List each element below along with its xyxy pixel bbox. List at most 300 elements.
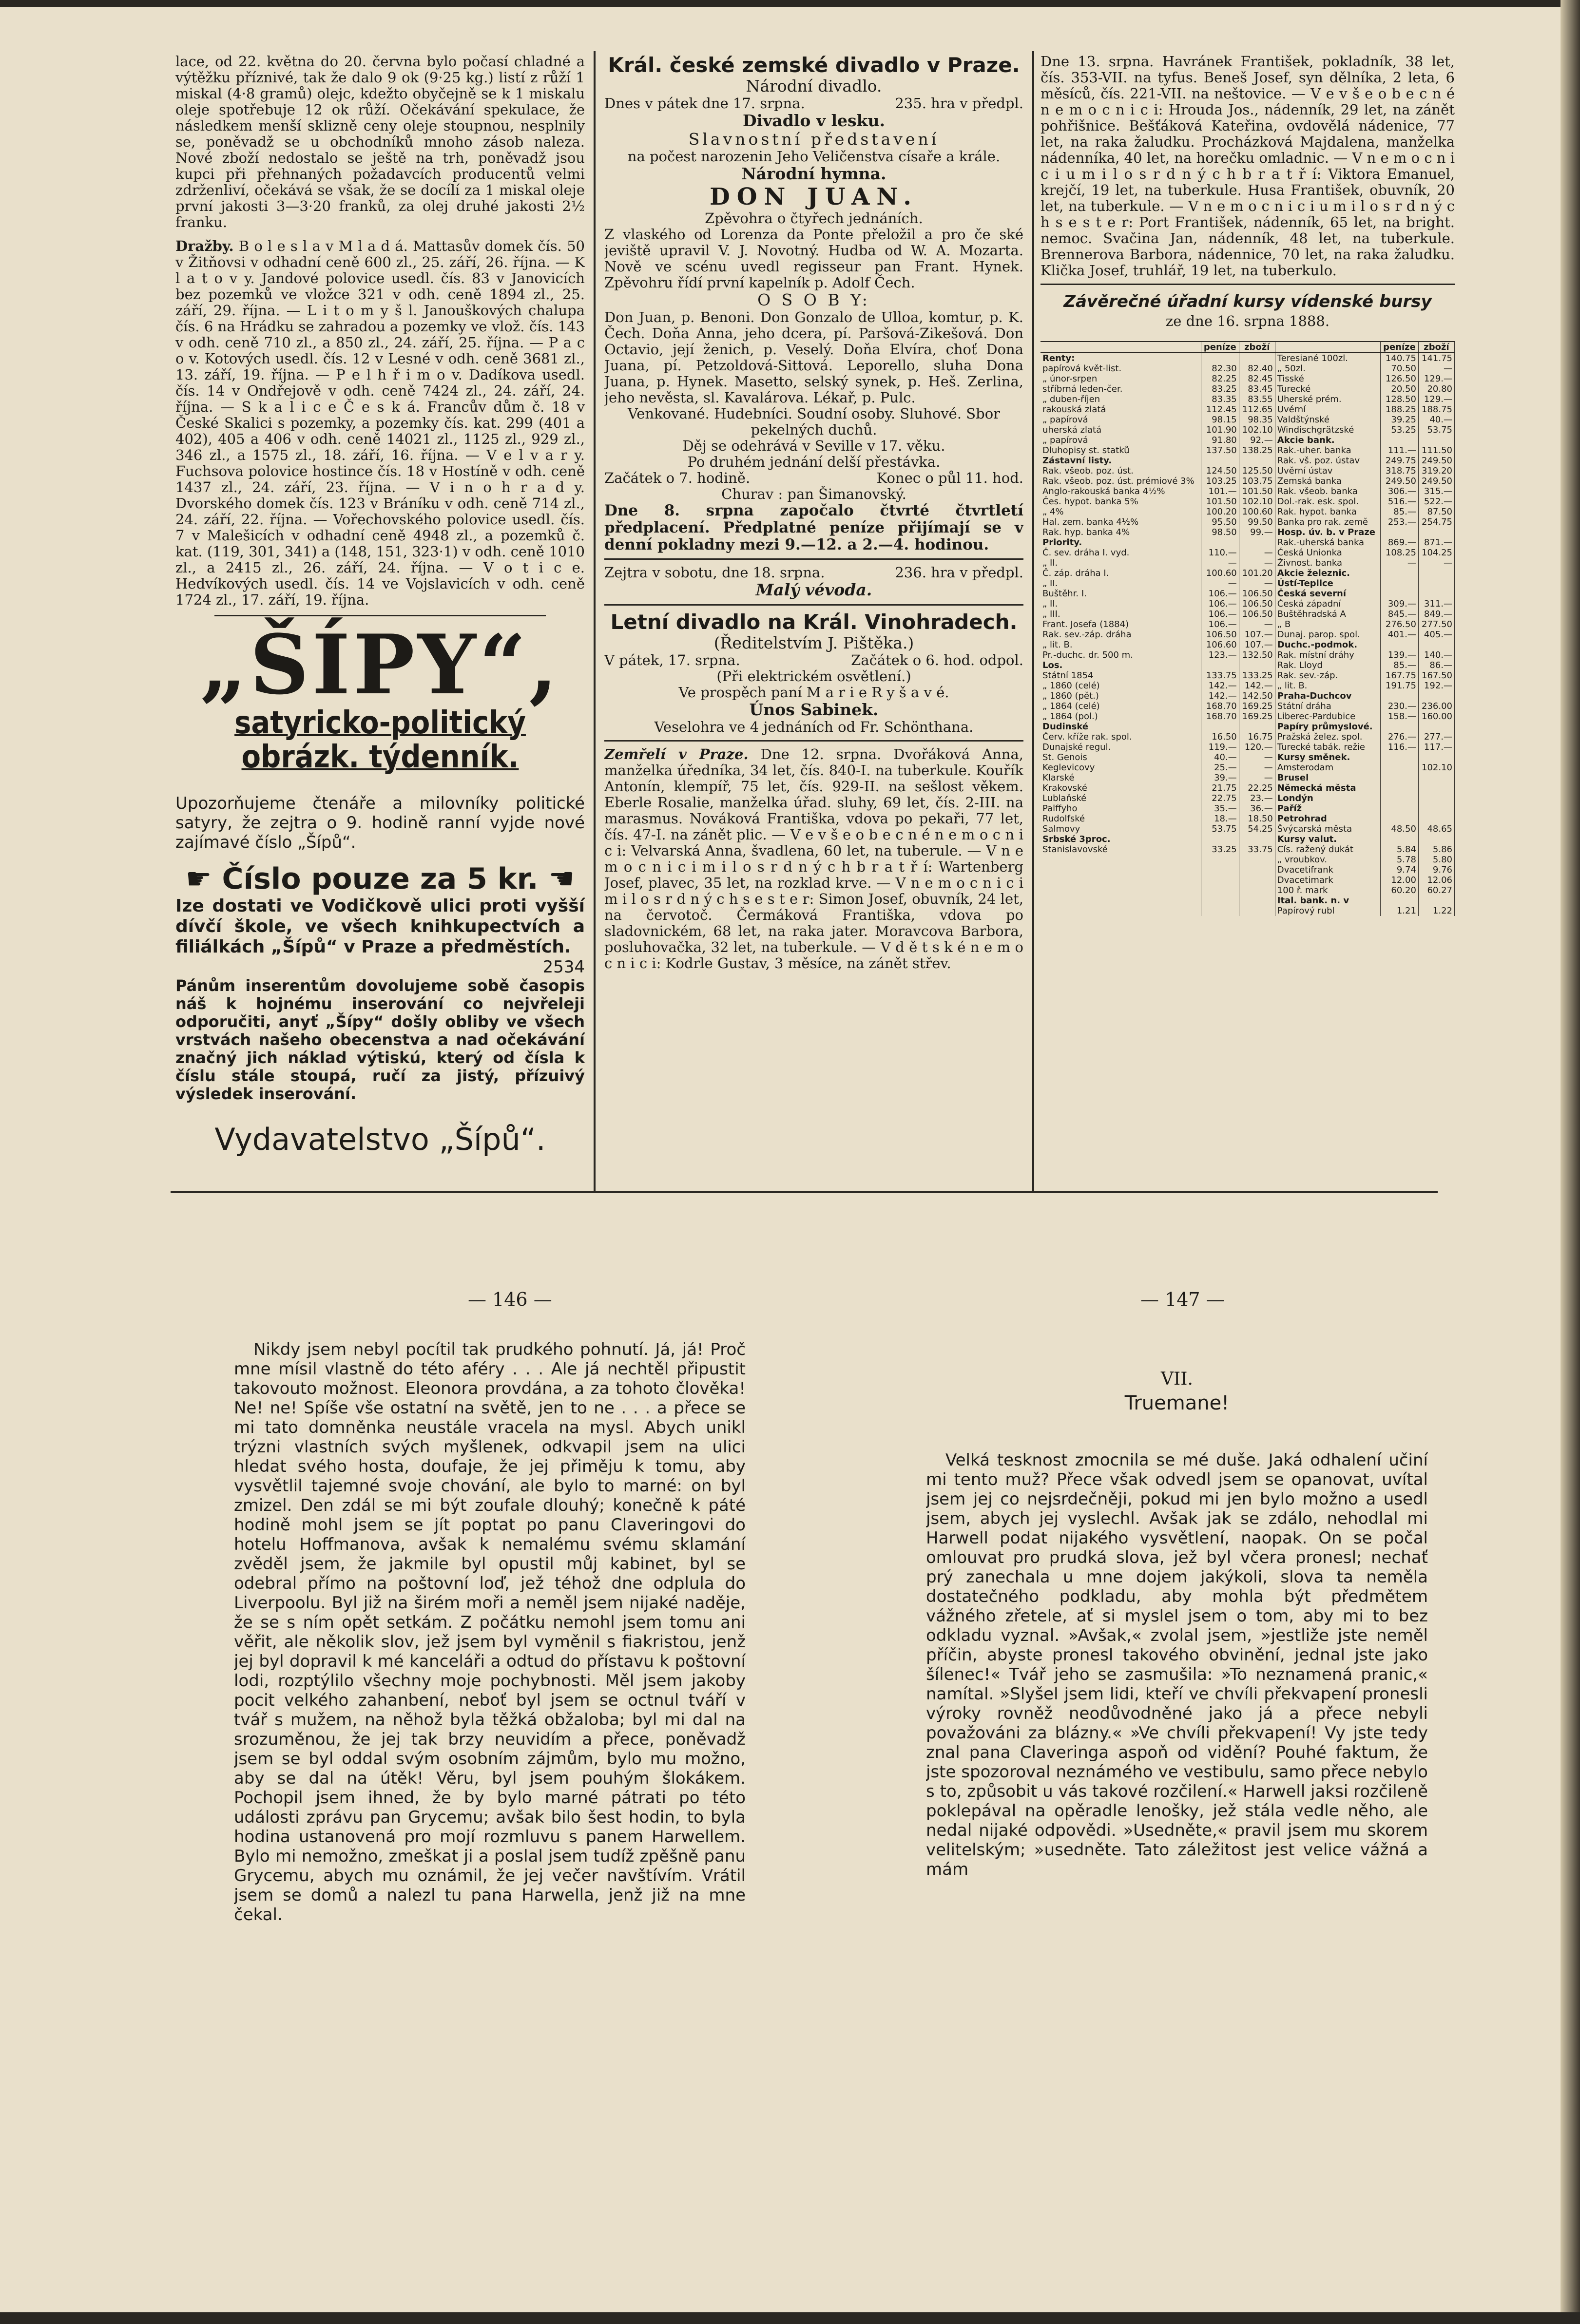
bourse-cell: uherská zlatá [1040, 425, 1201, 435]
bourse-cell: Č. záp. dráha I. [1040, 568, 1201, 578]
bourse-row [1040, 425, 1455, 435]
bourse-cell: 91.80 [1201, 435, 1239, 445]
bourse-cell: 60.20 [1380, 885, 1418, 895]
bourse-cell: 106.50 [1201, 629, 1239, 640]
churav: Churav : pan Šimanovský. [721, 486, 906, 502]
bourse-cell: Keglevicovy [1040, 762, 1201, 773]
bourse-cell: 9.76 [1418, 865, 1454, 875]
bourse-cell: Papírový rubl [1275, 906, 1380, 916]
bourse-cell: Ústí-Teplice [1275, 578, 1380, 589]
bourse-row [1040, 885, 1455, 895]
deaths-13: Dne 13. srpna. Havránek František, pokladník, 38 let, čís. 353-VII. na tyfus. Beneš Josef, syn dělníka, 2 leta, 6 měsíců, čís. 221-VII. na neštovice. — V e v š e o b e c n é n e m o c n i c i: Hrouda Jos., nádenník, 29 let, na zánět pohřišnice. Bešťáková Kateřina, ovdovělá nádenice, 77 let, na raka žaludku. Procházková Majdalena, manželka nádenníka, 40 let, na horečku omladnic. — V n e m o c n i c i u m i l o s r d n ý c h b r a t ř í: Viktora Emanuel, krejčí, 19 let, na tuberkule. Husa František, obuvník, 20 let, na tuberkule. — V n e m o c n i c i u m i l o s r d n ý c h s e s t e r: Port František, nádenník, 65 let, na bright. nemoc. Svačina Jan, nádenník, 48 let, na tuberkule. Brennerova Barbora, nádennice, 70 let, na raka žaludku. Klička Josef, truhlář, 19 let, na tuberkulo. [1040, 54, 1455, 279]
bourse-cell: 516.— [1380, 496, 1418, 507]
zemreli-text: Dne 12. srpna. Dvořáková Anna, manželka úředníka, 34 let, čís. 840-I. na tuberkule. Kouřík Antonín, klempíř, 75 let, čís. 929-II. na sešlost věkem. Eberle Rosalie, manželka úřad. sluhy, 69 let, čís. 2-III. na marasmus. Nováková Františka, vdova po pekaři, 77 let, čís. 47-I. na zánět plic. — V e v š e o b e c n é n e m o c n i c i: Velvarská Anna, švadlena, 60 let, na tuberule. — V n e m o c n i c i m i l o s r d n ý c h b r a t ř í: Wartenberg Josef, plavec, 35 let, na rozklad krve. — V n e m o c n i c i m i l o s r d n ý c h s e s t e r: Simon Josef, obuvník, 24 let, na červotoč. Čermáková Františka, vdova po sladovnickém, 68 let, na raka jater. Moravcova Barbora, posluhovačka, 32 let, na tuberkule. — V d ě t s k é n e m o c n i c i: Kodrle Gustav, 3 měsíce, na zánět střev. [604, 746, 1023, 972]
bourse-cell: Rak. sev.-záp. [1275, 670, 1380, 681]
bourse-cell: 315.— [1418, 486, 1454, 496]
bourse-cell: 20.50 [1380, 384, 1418, 394]
bourse-row [1040, 507, 1455, 517]
dej: Děj se odehrává v Seville v 17. věku. [682, 438, 945, 454]
slavnost: Slavnostní představení [688, 130, 940, 149]
bourse-cell: 140.75 [1380, 353, 1418, 363]
bourse-cell [1380, 762, 1418, 773]
bourse-cell: Dvacetimark [1275, 875, 1380, 885]
bourse-cell: 102.10 [1239, 425, 1275, 435]
bourse-cell: 1.22 [1418, 906, 1454, 916]
bourse-cell: Dunaj. parop. spol. [1275, 629, 1380, 640]
bourse-cell: 112.45 [1201, 404, 1239, 415]
bourse-cell [1201, 855, 1239, 865]
bourse-cell: 100 ř. mark [1275, 885, 1380, 895]
ad-where: Ize dostati ve Vodičkově ulici proti vyšší dívčí škole, ve všech knihkupectvích a filiálkách „Šípů“ v Praze a předměstích. [175, 896, 585, 957]
bourse-cell: 132.50 [1239, 650, 1275, 660]
bourse-cell: — [1239, 558, 1275, 568]
bourse-cell: papírová květ-list. [1040, 363, 1201, 374]
zemreli-title: Zemřelí v Praze. [604, 746, 749, 762]
bourse-cell: Brusel [1275, 773, 1380, 783]
bourse-row [1040, 834, 1455, 844]
bourse-cell: Rak.-uher. banka [1275, 445, 1380, 456]
bourse-row [1040, 650, 1455, 660]
bourse-cell [1201, 906, 1239, 916]
bourse-cell: — [1239, 619, 1275, 629]
bourse-cell: 253.— [1380, 517, 1418, 527]
bourse-cell: 35.— [1201, 803, 1239, 814]
bourse-cell: 129.— [1418, 394, 1454, 404]
bourse-cell: rakouská zlatá [1040, 404, 1201, 415]
bourse-cell: Rudolfské [1040, 814, 1201, 824]
bourse-cell: Los. [1040, 660, 1201, 670]
bourse-date: ze dne 16. srpna 1888. [1165, 313, 1330, 329]
bourse-cell: „ papírová [1040, 415, 1201, 425]
bourse-cell: 106.50 [1239, 609, 1275, 619]
bourse-cell: 99.50 [1239, 517, 1275, 527]
bourse-cell: 119.— [1201, 742, 1239, 752]
bourse-cell: 83.45 [1239, 384, 1275, 394]
bourse-cell: 110.— [1201, 548, 1239, 558]
bourse-cell [1239, 906, 1275, 916]
bourse-row [1040, 681, 1455, 691]
bourse-row [1040, 752, 1455, 762]
bourse-cell: „ lit. B. [1275, 681, 1380, 691]
bourse-cell: 123.— [1201, 650, 1239, 660]
bourse-row [1040, 670, 1455, 681]
bourse-cell: Rak. vš. poz. ústav [1275, 456, 1380, 466]
bourse-cell: Valdštýnské [1275, 415, 1380, 425]
bourse-row [1040, 496, 1455, 507]
bourse-cell: 5.78 [1380, 855, 1418, 865]
zacatek: Začátek o 7. hodině. [604, 470, 751, 486]
bourse-cell: Uvěrní ústav [1275, 466, 1380, 476]
bourse-cell: „ II. [1040, 558, 1201, 568]
bourse-row [1040, 599, 1455, 609]
bourse-table [1040, 341, 1455, 916]
bourse-cell [1239, 660, 1275, 670]
bourse-row [1040, 486, 1455, 496]
bourse-row [1040, 762, 1455, 773]
bourse-cell: 104.25 [1418, 548, 1454, 558]
unos-desc: Veselohra ve 4 jednáních od Fr. Schönthana. [654, 719, 974, 735]
bourse-cell: Dudinské [1040, 722, 1201, 732]
bourse-cell: Windischgrätzské [1275, 425, 1380, 435]
bourse-cell [1418, 578, 1454, 589]
bourse-cell [1040, 885, 1201, 895]
bourse-cell: 168.70 [1201, 701, 1239, 711]
bourse-cell: 53.75 [1418, 425, 1454, 435]
bourse-cell: Salmovy [1040, 824, 1201, 834]
bourse-cell: „ vroubkov. [1275, 855, 1380, 865]
bourse-cell: 869.— [1380, 537, 1418, 548]
divider [604, 558, 1023, 560]
bourse-cell: Čes. hypot. banka 5% [1040, 496, 1201, 507]
bourse-cell: 106.50 [1239, 589, 1275, 599]
ad-title: „ŠÍPY“, [200, 616, 560, 713]
bourse-cell [1239, 875, 1275, 885]
bourse-cell: 138.25 [1239, 445, 1275, 456]
divider [1040, 284, 1455, 285]
bourse-cell: 158.— [1380, 711, 1418, 722]
bourse-cell: 53.75 [1201, 824, 1239, 834]
bourse-cell [1239, 885, 1275, 895]
bourse-cell: 22.75 [1201, 793, 1239, 803]
bourse-header-row [1040, 342, 1455, 353]
bourse-title: Závěrečné úřadní kursy vídenské bursy [1063, 292, 1432, 311]
bourse-cell [1418, 589, 1454, 599]
bourse-cell: 39.— [1201, 773, 1239, 783]
ad-notice: Upozorňujeme čtenáře a milovníky politické satyry, že zejtra o 9. hodině ranní vyjde nové zajímavé číslo „Šípů“. [175, 794, 585, 852]
bourse-cell: Paříž [1275, 803, 1380, 814]
page-edge [1561, 0, 1580, 2324]
time-row [604, 470, 1023, 486]
bourse-row [1040, 722, 1455, 732]
bourse-cell: 133.75 [1201, 670, 1239, 681]
bourse-cell [1201, 660, 1239, 670]
bourse-cell: 129.— [1418, 374, 1454, 384]
bourse-cell: 192.— [1418, 681, 1454, 691]
bourse-cell: 48.65 [1418, 824, 1454, 834]
bourse-row [1040, 445, 1455, 456]
bourse-cell [1418, 568, 1454, 578]
bourse-cell [1201, 865, 1239, 875]
date2-row [604, 652, 1023, 668]
bourse-cell: „ III. [1040, 609, 1201, 619]
bourse-row [1040, 384, 1455, 394]
bourse-cell: 9.74 [1380, 865, 1418, 875]
bourse-cell [1380, 527, 1418, 537]
bourse-cell: Živnost. banka [1275, 558, 1380, 568]
bourse-cell [1380, 814, 1418, 824]
bourse-header-cell: peníze [1380, 342, 1418, 353]
bourse-cell: 103.75 [1239, 476, 1275, 486]
bourse-cell: Londýn [1275, 793, 1380, 803]
bourse-cell: 16.50 [1201, 732, 1239, 742]
bourse-cell [1380, 722, 1418, 732]
bourse-row [1040, 865, 1455, 875]
bourse-cell [1418, 773, 1454, 783]
bourse-cell [1380, 578, 1418, 589]
bourse-cell: Turecké tabák. režie [1275, 742, 1380, 752]
bourse-cell: 87.50 [1418, 507, 1454, 517]
bourse-cell: Rak. místní dráhy [1275, 650, 1380, 660]
bourse-cell: Červ. kříže rak. spol. [1040, 732, 1201, 742]
bourse-cell: Petrohrad [1275, 814, 1380, 824]
ad-inserts: Pánům inserentům dovolujeme sobě časopis náš k hojnému inserování co nejvřeleji odporučiti, anyť „Šípy“ došly obliby ve všech vrstvách našeho obecenstva a nad očekávání značný jich náklad výtiskú, který od čísla k číslu stále stoupá, ručí za jistý, přízuivý výsledek inserování. [175, 976, 585, 1103]
bourse-cell: Rak. hyp. banka 4% [1040, 527, 1201, 537]
bourse-row [1040, 374, 1455, 384]
bourse-row [1040, 548, 1455, 558]
bourse-cell: „ 1864 (celé) [1040, 701, 1201, 711]
bourse-cell: 85.— [1380, 507, 1418, 517]
bourse-cell: 405.— [1418, 629, 1454, 640]
bourse-cell: 60.27 [1418, 885, 1454, 895]
drazby-text: B o l e s l a v M l a d á. Mattasův domek čís. 50 v Žitňovsi v odhadní ceně 600 zl., 25. září, 26. října. — K l a t o v y. Jandové polovice usedl. čís. 83 v Janovicích bez pozemků ve vložce 321 v odh. ceně 1894 zl., 25. září, 29. října. — L i t o m y š l. Janouškových chalupa čís. 6 na Hrádku se zahradou a pozemky ve vlož. čís. 143 v odh. ceně 710 zl., a 850 zl., 24. září, 25. října. — P a c o v. Kotových usedl. čís. 12 v Lesné v odh. ceně 3681 zl., 13. září, 19. října. — P e l h ř i m o v. Dadíkova usedl. čís. 14 v Ondřejově v odh. ceně 7424 zl., 24. září, 24. října. — S k a l i c e Č e s k á. Francův dům č. 18 v České Skalici s pozemky, a pozemky čís. kat. 299 (401 a 402), 405 a 406 v odh. ceně 14021 zl., 1125 zl., 929 zl., 346 zl., a 1575 zl., 18. září, 16. října. — V e l v a r y. Fuchsova polovice hostince čís. 18 v Hostíně v odh. ceně 1437 zl., 24. září, 23. října. — V i n o h r a d y. Dvorského domek čís. 123 v Bráníku v odh. ceně 714 zl., 24. září, 22. října. — Vořechovského polovice usedl. čís. 7 v Malešicích v odhadní ceně 4948 zl., a pozemků č. kat. (119, 301, 341) a (148, 151, 323·1) v odh. ceně 1010 zl., a 2415 zl., 26. září, 24. října. — V o t i c e. Hedvíkových usedl. čís. 14 ve Vojslavicích v odh. ceně 1724 zl., 17. září, 19. října. [175, 238, 585, 608]
bourse-cell: 276.— [1380, 732, 1418, 742]
bourse-cell: — [1239, 762, 1275, 773]
bourse-cell: 106.60 [1201, 640, 1239, 650]
bourse-cell [1418, 834, 1454, 844]
bourse-cell: 137.50 [1201, 445, 1239, 456]
bourse-cell: 139.— [1380, 650, 1418, 660]
bourse-cell: Uherské prém. [1275, 394, 1380, 404]
bourse-cell: 142.— [1201, 681, 1239, 691]
bourse-cell: 23.— [1239, 793, 1275, 803]
bourse-cell: 12.00 [1380, 875, 1418, 885]
bourse-row [1040, 476, 1455, 486]
bourse-cell: 18.50 [1239, 814, 1275, 824]
bourse-cell: 98.50 [1201, 527, 1239, 537]
zejtra: Zejtra v sobotu, dne 18. srpna. [604, 564, 825, 581]
bourse-cell [1040, 895, 1201, 906]
bourse-cell: Česká Unionka [1275, 548, 1380, 558]
bourse-cell: Akcie bank. [1275, 435, 1380, 445]
bourse-cell: Buštěhradská A [1275, 609, 1380, 619]
bourse-cell: 167.75 [1380, 670, 1418, 681]
bourse-row [1040, 517, 1455, 527]
bourse-cell: 83.25 [1201, 384, 1239, 394]
bourse-cell: 167.50 [1418, 670, 1454, 681]
bourse-cell: 100.20 [1201, 507, 1239, 517]
bourse-cell [1239, 722, 1275, 732]
bourse-cell: 112.65 [1239, 404, 1275, 415]
bourse-row [1040, 619, 1455, 629]
bourse-cell [1418, 691, 1454, 701]
bourse-cell: 254.75 [1418, 517, 1454, 527]
bourse-cell: Dol.-rak. esk. spol. [1275, 496, 1380, 507]
left-paragraph: Nikdy jsem nebyl pocítil tak prudkého pohnutí. Já, já! Proč mne mísil vlastně do této aféry . . . Ale já nechtěl připustit takovouto možnost. Eleonora provdána, a za tohoto člověka! Ne! ne! Spíše vše ostatní na světě, jen to ne . . . a přece se mi tato domněnka neustále vracela na mysl. Abych unikl trýzni vlastních svých myšlenek, odkvapil jsem na ulici hledat svého hosta, doufaje, že jej přiměju k tomu, aby vysvětlil tajemné svoje chování, ale bylo to marné: on byl zmizel. Den zdál se mi být zoufale dlouhý; konečně k páté hodině mohl jsem se jít poptat po panu Claveringovi do hotelu Hoffmanova, avšak k nemalému svému sklamání zvěděl jsem, že jakmile byl opustil můj kabinet, byl se odebral přímo na poštovní loď, jež téhož dne odplula do Liverpoolu. Byl již na širém moři a neměl jsem nijaké naděje, že se s ním opět setkám. Z počátku nemohl jsem tomu ani věřit, ale několik slov, jež jsem byl vyměnil s fiakristou, jenž jej byl dopravil k mé kanceláři a odtud do přístavu k poštovní lodi, rozptýlilo všechny moje pochybnosti. Měl jsem jakoby pocit velkého zahanbení, neboť byl jsem se octnul tváří v tvář s mužem, na něhož byla těžká obžaloba; byl mi dal na srozuměnou, že jej tak brzy neuvidím a přece, poněvadž jsem se byl oddal svým osobním zájmům, bylo mu možno, aby se dal na útěk! Věru, byl jsem pouhým šlokákem. Pochopil jsem ihned, že by bylo marné pátrati po této události zprávu pan Grycemu; avšak bilo šest hodin, to byla hodina ustanovená pro mojí rozmluvu s panem Harwellem. Bylo mi nemožno, zmeškat ji a poslal jsem tudíž zpěšně panu Grycemu, abych mu oznámil, že jej večer navštívím. Vrátil jsem se domů a nalezl tu pana Harwella, jenž již na mne čekal. [234, 1340, 746, 1924]
bourse-cell [1418, 752, 1454, 762]
bourse-cell: „ 50zl. [1275, 363, 1380, 374]
bourse-cell: „ 4% [1040, 507, 1201, 517]
bourse-cell: 249.75 [1380, 456, 1418, 466]
bourse-cell: Teresiané 100zl. [1275, 353, 1380, 363]
bourse-cell: Rak. všeob. poz. úst. [1040, 466, 1201, 476]
bourse-cell: — [1239, 548, 1275, 558]
bourse-cell: Hal. zem. banka 4½% [1040, 517, 1201, 527]
bourse-header-cell [1275, 342, 1380, 353]
bourse-cell: Renty: [1040, 353, 1201, 363]
bourse-cell [1380, 640, 1418, 650]
pointing-hand-icon: ☛ [185, 862, 222, 896]
bourse-header-cell: zboží [1418, 342, 1454, 353]
bourse-row [1040, 415, 1455, 425]
bourse-cell: 98.15 [1201, 415, 1239, 425]
num1: 235. hra v předpl. [895, 95, 1023, 112]
bourse-cell: 120.— [1239, 742, 1275, 752]
bourse-cell: „ 1860 (pět.) [1040, 691, 1201, 701]
bourse-cell: Banka pro rak. země [1275, 517, 1380, 527]
bourse-cell [1201, 537, 1239, 548]
column-rule [594, 51, 596, 1191]
zac2: Začátek o 6. hod. odpol. [851, 652, 1023, 668]
bourse-cell: 111.50 [1418, 445, 1454, 456]
bourse-cell: Cís. ražený dukát [1275, 844, 1380, 855]
bourse-cell: 845.— [1380, 609, 1418, 619]
drazby-title: Dražby. [175, 238, 234, 254]
bourse-cell: 230.— [1380, 701, 1418, 711]
bourse-cell: 249.50 [1380, 476, 1418, 486]
zejtra-row [604, 565, 1023, 581]
column-rule [1032, 51, 1034, 1191]
bourse-cell [1201, 456, 1239, 466]
page-number-right: — 147 — [1140, 1289, 1225, 1310]
prospech: Ve prospěch paní M a r i e R y š a v é. [678, 684, 949, 701]
bourse-cell: Česká severní [1275, 589, 1380, 599]
bourse-cell [1380, 752, 1418, 762]
bourse-cell [1380, 589, 1418, 599]
genre: Zpěvohra o čtyřech jednáních. [705, 210, 923, 227]
bourse-cell: 106.— [1201, 619, 1239, 629]
ad-subtitle: satyricko-politický obrázk. týdenník. [234, 705, 526, 775]
bourse-cell: 142.— [1201, 691, 1239, 701]
bourse-cell: 5.84 [1380, 844, 1418, 855]
bourse-cell: 142.50 [1239, 691, 1275, 701]
bourse-cell: 82.40 [1239, 363, 1275, 374]
bourse-cell: Frant. Josefa (1884) [1040, 619, 1201, 629]
bourse-cell [1239, 456, 1275, 466]
intro-text: lace, od 22. května do 20. června bylo počasí chladné a výtěžku příznivé, tak že dalo 9 ok (9·25 kg.) listí z růží 1 miskal (4·8 gramů) olejc, kdežto obyčejně se k 1 miskalu oleje spotřebuje 12 ok růží. Očekávání spekulace, že následkem menší sklizně ceny oleje stoupnou, nesplnily se, poněvadž se u obchodníků mnoho zásob naleza. Nové zboží nedostalo se ještě na trh, poněvadž jsou kupci při přehnaných požadavcích producentů velmi zdrženliví, očekává se však, že se docílí za 1 miskal oleje první jakosti 3—3·20 franků, za olej druhé jakosti 2½ franku. [175, 54, 585, 230]
bourse-cell: 140.— [1418, 650, 1454, 660]
bourse-row [1040, 568, 1455, 578]
bourse-cell: St. Genois [1040, 752, 1201, 762]
bourse-cell: Duchc.-podmok. [1275, 640, 1380, 650]
bourse-cell: — [1201, 558, 1239, 568]
bourse-cell: Rak. sev.-záp. dráha [1040, 629, 1201, 640]
bourse-cell: 82.30 [1201, 363, 1239, 374]
bourse-cell: „ II. [1040, 599, 1201, 609]
bourse-row [1040, 691, 1455, 701]
bourse-cell [1418, 793, 1454, 803]
bourse-row [1040, 537, 1455, 548]
bourse-cell: Kursy směnek. [1275, 752, 1380, 762]
bourse-row [1040, 353, 1455, 363]
bourse-cell: 16.75 [1239, 732, 1275, 742]
bourse-cell: 100.60 [1239, 507, 1275, 517]
bourse-row [1040, 711, 1455, 722]
bourse-header-cell [1040, 342, 1201, 353]
don-juan-title: DON JUAN. [710, 183, 918, 210]
bourse-cell [1201, 722, 1239, 732]
bourse-cell: Liberec-Pardubice [1275, 711, 1380, 722]
bourse-cell: 871.— [1418, 537, 1454, 548]
theatre1-title: Král. české zemské divadlo v Praze. [608, 54, 1020, 77]
bourse-row [1040, 578, 1455, 589]
bourse-cell: „ duben-říjen [1040, 394, 1201, 404]
bourse-cell: Uvérní [1275, 404, 1380, 415]
bourse-cell: 168.70 [1201, 711, 1239, 722]
date1: Dnes v pátek dne 17. srpna. [604, 95, 805, 112]
bourse-cell: 40.— [1418, 415, 1454, 425]
bourse-cell [1380, 803, 1418, 814]
bourse-cell: 54.25 [1239, 824, 1275, 834]
bourse-row [1040, 855, 1455, 865]
bourse-cell: 98.35 [1239, 415, 1275, 425]
bourse-cell: 169.25 [1239, 701, 1275, 711]
bourse-cell: 306.— [1380, 486, 1418, 496]
bourse-row [1040, 394, 1455, 404]
page-number-left: — 146 — [468, 1289, 552, 1310]
bourse-cell: 116.— [1380, 742, 1418, 752]
bourse-cell: „ 1864 (pol.) [1040, 711, 1201, 722]
bourse-cell: Rak. všeob. poz. úst. prémiové 3% [1040, 476, 1201, 486]
bourse-row [1040, 906, 1455, 916]
bourse-cell: 311.— [1418, 599, 1454, 609]
bourse-cell: 849.— [1418, 609, 1454, 619]
bourse-row [1040, 803, 1455, 814]
bourse-cell: Krakovské [1040, 783, 1201, 793]
bourse-cell: 101.50 [1239, 486, 1275, 496]
bourse-cell [1040, 855, 1201, 865]
bourse-cell: Srbské 3proc. [1040, 834, 1201, 844]
bourse-cell: Ital. bank. n. v [1275, 895, 1380, 906]
bourse-cell: 33.75 [1239, 844, 1275, 855]
bourse-header-cell: peníze [1201, 342, 1239, 353]
bourse-cell: 82.25 [1201, 374, 1239, 384]
bourse-cell [1201, 353, 1239, 363]
venkovane: Venkované. Hudebníci. Soudní osoby. Sluhové. Sbor pekelných duchů. [627, 405, 1001, 438]
bourse-cell [1239, 865, 1275, 875]
bourse-cell: Hosp. úv. b. v Praze [1275, 527, 1380, 537]
bourse-cell: Rak. hypot. banka [1275, 507, 1380, 517]
bourse-cell: 39.25 [1380, 415, 1418, 425]
bourse-cell: 128.50 [1380, 394, 1418, 404]
konec: Konec o půl 11. hod. [876, 470, 1023, 486]
lesku: Divadlo v lesku. [743, 111, 885, 130]
bourse-cell [1418, 803, 1454, 814]
bottom-border [0, 2312, 1580, 2324]
bourse-cell: — [1239, 578, 1275, 589]
bourse-cell: 142.— [1239, 681, 1275, 691]
bourse-cell [1380, 435, 1418, 445]
bourse-cell [1380, 568, 1418, 578]
num2: 236. hra v předpl. [895, 564, 1023, 581]
bourse-cell: 18.— [1201, 814, 1239, 824]
bourse-cell: — [1239, 773, 1275, 783]
bourse-cell: 401.— [1380, 629, 1418, 640]
bourse-cell: stříbrná leden-čer. [1040, 384, 1201, 394]
bourse-cell: „ II. [1040, 578, 1201, 589]
bourse-cell: 191.75 [1380, 681, 1418, 691]
bourse-cell: Lublaňské [1040, 793, 1201, 803]
osoby: Don Juan, p. Benoni. Don Gonzalo de Ulloa, komtur, p. K. Čech. Doňa Anna, jeho dcera, pí. Paršová-Zikešová. Don Octavio, její ženich, p. Veselý. Doňa Elvíra, choť Dona Juana, pí. Petzoldová-Sittová. Leporello, sluha Dona Juana, p. Hynek. Masetto, selský synek, p. Heš. Zerlina, jeho nevěsta, sl. Kavalárova. Lékař, p. Pulc. [604, 309, 1023, 406]
bourse-cell: Č. sev. dráha I. vyd. [1040, 548, 1201, 558]
bourse-cell: „ lit. B. [1040, 640, 1201, 650]
bourse-cell: Praha-Duchcov [1275, 691, 1380, 701]
bourse-cell: 106.— [1201, 599, 1239, 609]
unos: Únos Sabinek. [749, 700, 879, 719]
bourse-cell: 1.21 [1380, 906, 1418, 916]
bourse-cell: — [1418, 558, 1454, 568]
right-paragraph: Velká tesknost zmocnila se mé duše. Jaká odhalení učiní mi tento muž? Přece však odvedl jsem se opanovat, uvítal jsem jej co nejsrdečněji, pokud mi jen bylo možno a usedl jsem, abych jej vyslechl. Avšak jak se zdálo, nehodlal mi Harwell podat nijakého vysvětlení, naopak. On se počal omlouvat pro prudká slova, jež byl včera pronesl; nechať prý zanechala u mne dojem jakýkoli, slova ta neměla dostatečného podkladu, aby mohla být předmětem vážného zřetele, ať si myslel jsem o tom, aby mi to bez odkladu vyznal. »Avšak,« zvolal jsem, »jestliže jste neměl příčin, abyste pronesl takového obvinění, jednal jste jako šílenec!« Tvář jeho se zasmušila: »To neznamená pranic,« namítal. »Slyšel jsem lidi, kteří ve chvíli překvapení pronesli výroky rovněž neodůvodněné jako já a přece nebyli považováni za blázny.« »Ve chvíli překvapení! Vy jste tedy znal pana Claveringa aspoň od vidění? Pouhé faktum, že jste spozoroval neznámého ve vestibulu, samo přece nebylo s to, způsobit u vás takové rozčilení.« Harwell jaksi rozčileně poklepával na opěradle lenošky, jež stála vedle něho, ale nedal nijaké odpovědi. »Usedněte,« pravil jsem mu skorem velitelským; »usedněte. Tato záležitost jest velice vážná a mám [926, 1450, 1428, 1879]
bourse-cell: Amsterodam [1275, 762, 1380, 773]
